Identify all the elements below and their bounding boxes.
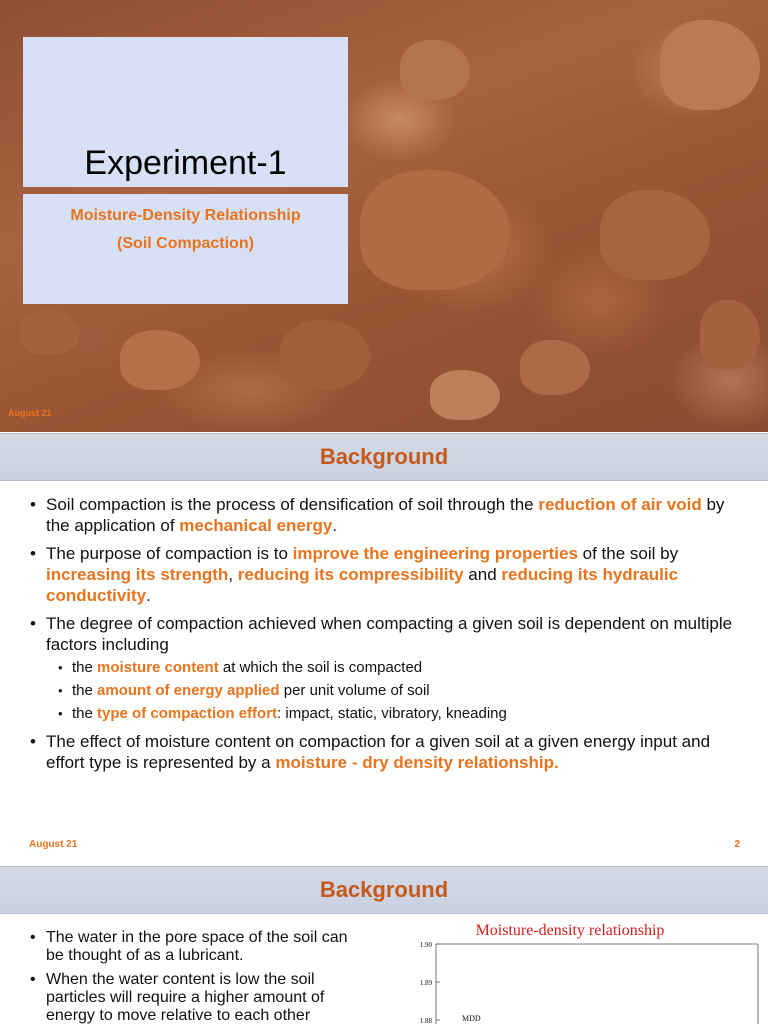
highlight-text: type of compaction effort: [97, 705, 278, 722]
bullet-text: .: [146, 586, 151, 605]
highlight-text: increasing its strength: [46, 565, 229, 584]
highlight-text: improve the engineering properties: [292, 544, 578, 563]
y-tick-label: 1.90: [419, 941, 432, 949]
y-tick-group: [420, 941, 440, 1024]
slide-header-band: [0, 866, 768, 914]
bullet-text: the: [72, 705, 98, 722]
bullet-text: The degree of compaction achieved when compacting a given soil is dependent on multiple factors including: [46, 614, 733, 654]
bullet-list: [28, 494, 748, 780]
y-tick-label: 1.89: [419, 979, 432, 987]
bullet-text: per unit volume of soil: [279, 682, 430, 699]
title-slide: [0, 0, 768, 432]
soil-clod: [360, 170, 510, 290]
bullet-item: [28, 543, 748, 606]
slide-date: August 21: [29, 839, 78, 850]
slide-heading: Background: [319, 877, 449, 902]
sub-bullet-item: [28, 704, 748, 724]
bullet-item: [28, 494, 748, 536]
slide-heading: Background: [319, 444, 449, 469]
highlight-text: moisture - dry density relationship.: [275, 753, 559, 772]
subtitle-line: Moisture-Density Relationship: [70, 207, 301, 224]
soil-clod: [400, 40, 470, 100]
highlight-text: reducing its compressibility: [237, 565, 464, 584]
soil-clod: [600, 190, 710, 280]
chart-annotation: MDD: [462, 1014, 481, 1023]
slide-header-band: [0, 433, 768, 481]
highlight-text: reducing its hydraulic conductivity: [46, 565, 679, 605]
bullet-text: ,: [228, 565, 238, 584]
soil-clod: [120, 330, 200, 390]
moisture-density-chart: [410, 938, 768, 1024]
bullet-text: When the water content is low the soil particles will require a higher amount of energy to move relative to each other: [46, 971, 325, 1024]
bullet-text: the: [72, 659, 98, 676]
bullet-text: and: [463, 565, 502, 584]
highlight-text: mechanical energy: [179, 516, 333, 535]
subtitle-line: (Soil Compaction): [117, 235, 254, 252]
slide-number: 2: [734, 839, 740, 850]
soil-clod: [280, 320, 370, 390]
y-tick-label: 1.88: [419, 1017, 432, 1024]
slide-title: Experiment-1: [84, 144, 287, 182]
sub-bullet-item: [28, 658, 748, 678]
title-box: [23, 37, 348, 187]
soil-clod: [20, 310, 80, 355]
bullet-text: of the soil by: [577, 544, 679, 563]
bullet-text: Soil compaction is the process of densification of soil through the: [46, 495, 539, 514]
bullet-item: [28, 929, 368, 965]
bullet-text: the: [72, 682, 98, 699]
bullet-text: : impact, static, vibratory, kneading: [277, 705, 507, 722]
slide-subtitle: [23, 202, 348, 258]
highlight-text: amount of energy applied: [97, 682, 280, 699]
chart-title: Moisture-density relationship: [475, 922, 665, 939]
bullet-text: The purpose of compaction is to: [46, 544, 293, 563]
bullet-text: The water in the pore space of the soil can be thought of as a lubricant.: [46, 929, 348, 964]
bullet-item: [28, 731, 748, 773]
slide-date: August 21: [8, 408, 52, 418]
soil-clod: [520, 340, 590, 395]
subtitle-box: [23, 194, 348, 304]
sub-bullet-item: [28, 681, 748, 701]
bullet-list: [28, 929, 368, 1024]
bullet-item: [28, 971, 368, 1024]
soil-clod: [660, 20, 760, 110]
highlight-text: moisture content: [97, 659, 219, 676]
bullet-item: [28, 613, 748, 655]
bullet-text: at which the soil is compacted: [218, 659, 423, 676]
bullet-text: .: [332, 516, 338, 535]
soil-clod: [700, 300, 760, 370]
highlight-text: reduction of air void: [538, 495, 702, 514]
bullet-text: The effect of moisture content on compaction for a given soil at a given energy input and effort type is represented by a: [46, 732, 711, 772]
soil-clod: [430, 370, 500, 420]
bullet-text: by the application of: [46, 495, 725, 535]
